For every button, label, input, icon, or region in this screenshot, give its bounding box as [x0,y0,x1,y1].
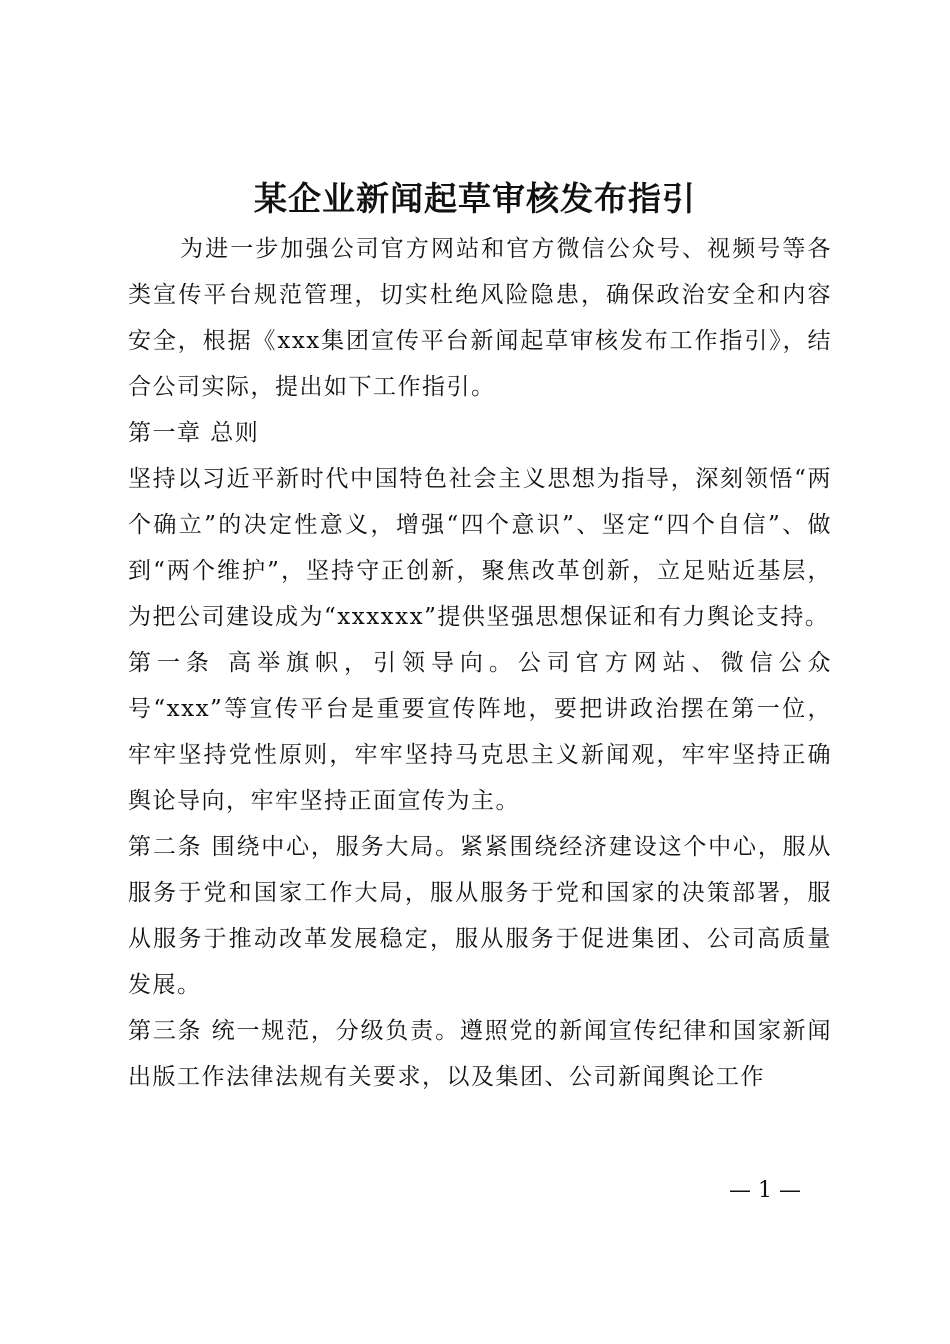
document-body [128,226,832,1100]
article-2-paragraph: 第二条 围绕中心，服务大局。紧紧围绕经济建设这个中心，服从服务于党和国家工作大局，服从服务于党和国家的决策部署，服从服务于推动改革发展稳定，服从服务于促进集团、公司高质量发展。 [128,834,832,998]
article-3-paragraph: 第三条 统一规范，分级负责。遵照党的新闻宣传纪律和国家新闻出版工作法律法规有关要求，以及集团、公司新闻舆论工作 [128,1018,832,1090]
article-1-paragraph: 第一条 高举旗帜，引领导向。公司官方网站、微信公众号“xxx”等宣传平台是重要宣传阵地，要把讲政治摆在第一位，牢牢坚持党性原则，牢牢坚持马克思主义新闻观，牢牢坚持正确舆论导向，牢牢坚持正面宣传为主。 [128,650,832,814]
document-title: 某企业新闻起草审核发布指引 [254,179,696,218]
chapter-heading: 第一章 总则 [128,420,260,446]
chapter-paragraph: 坚持以习近平新时代中国特色社会主义思想为指导，深刻领悟“两个确立”的决定性意义，增强“四个意识”、坚定“四个自信”、做到“两个维护”，坚持守正创新，聚焦改革创新，立足贴近基层，为把公司建设成为“xxxxxx”提供坚强思想保证和有力舆论支持。 [128,466,832,630]
intro-paragraph: 为进一步加强公司官方网站和官方微信公众号、视频号等各类宣传平台规范管理，切实杜绝风险隐患，确保政治安全和内容安全，根据《xxx集团宣传平台新闻起草审核发布工作指引》，结合公司实际，提出如下工作指引。 [128,236,832,400]
page-number: — 1 — [729,1178,801,1203]
